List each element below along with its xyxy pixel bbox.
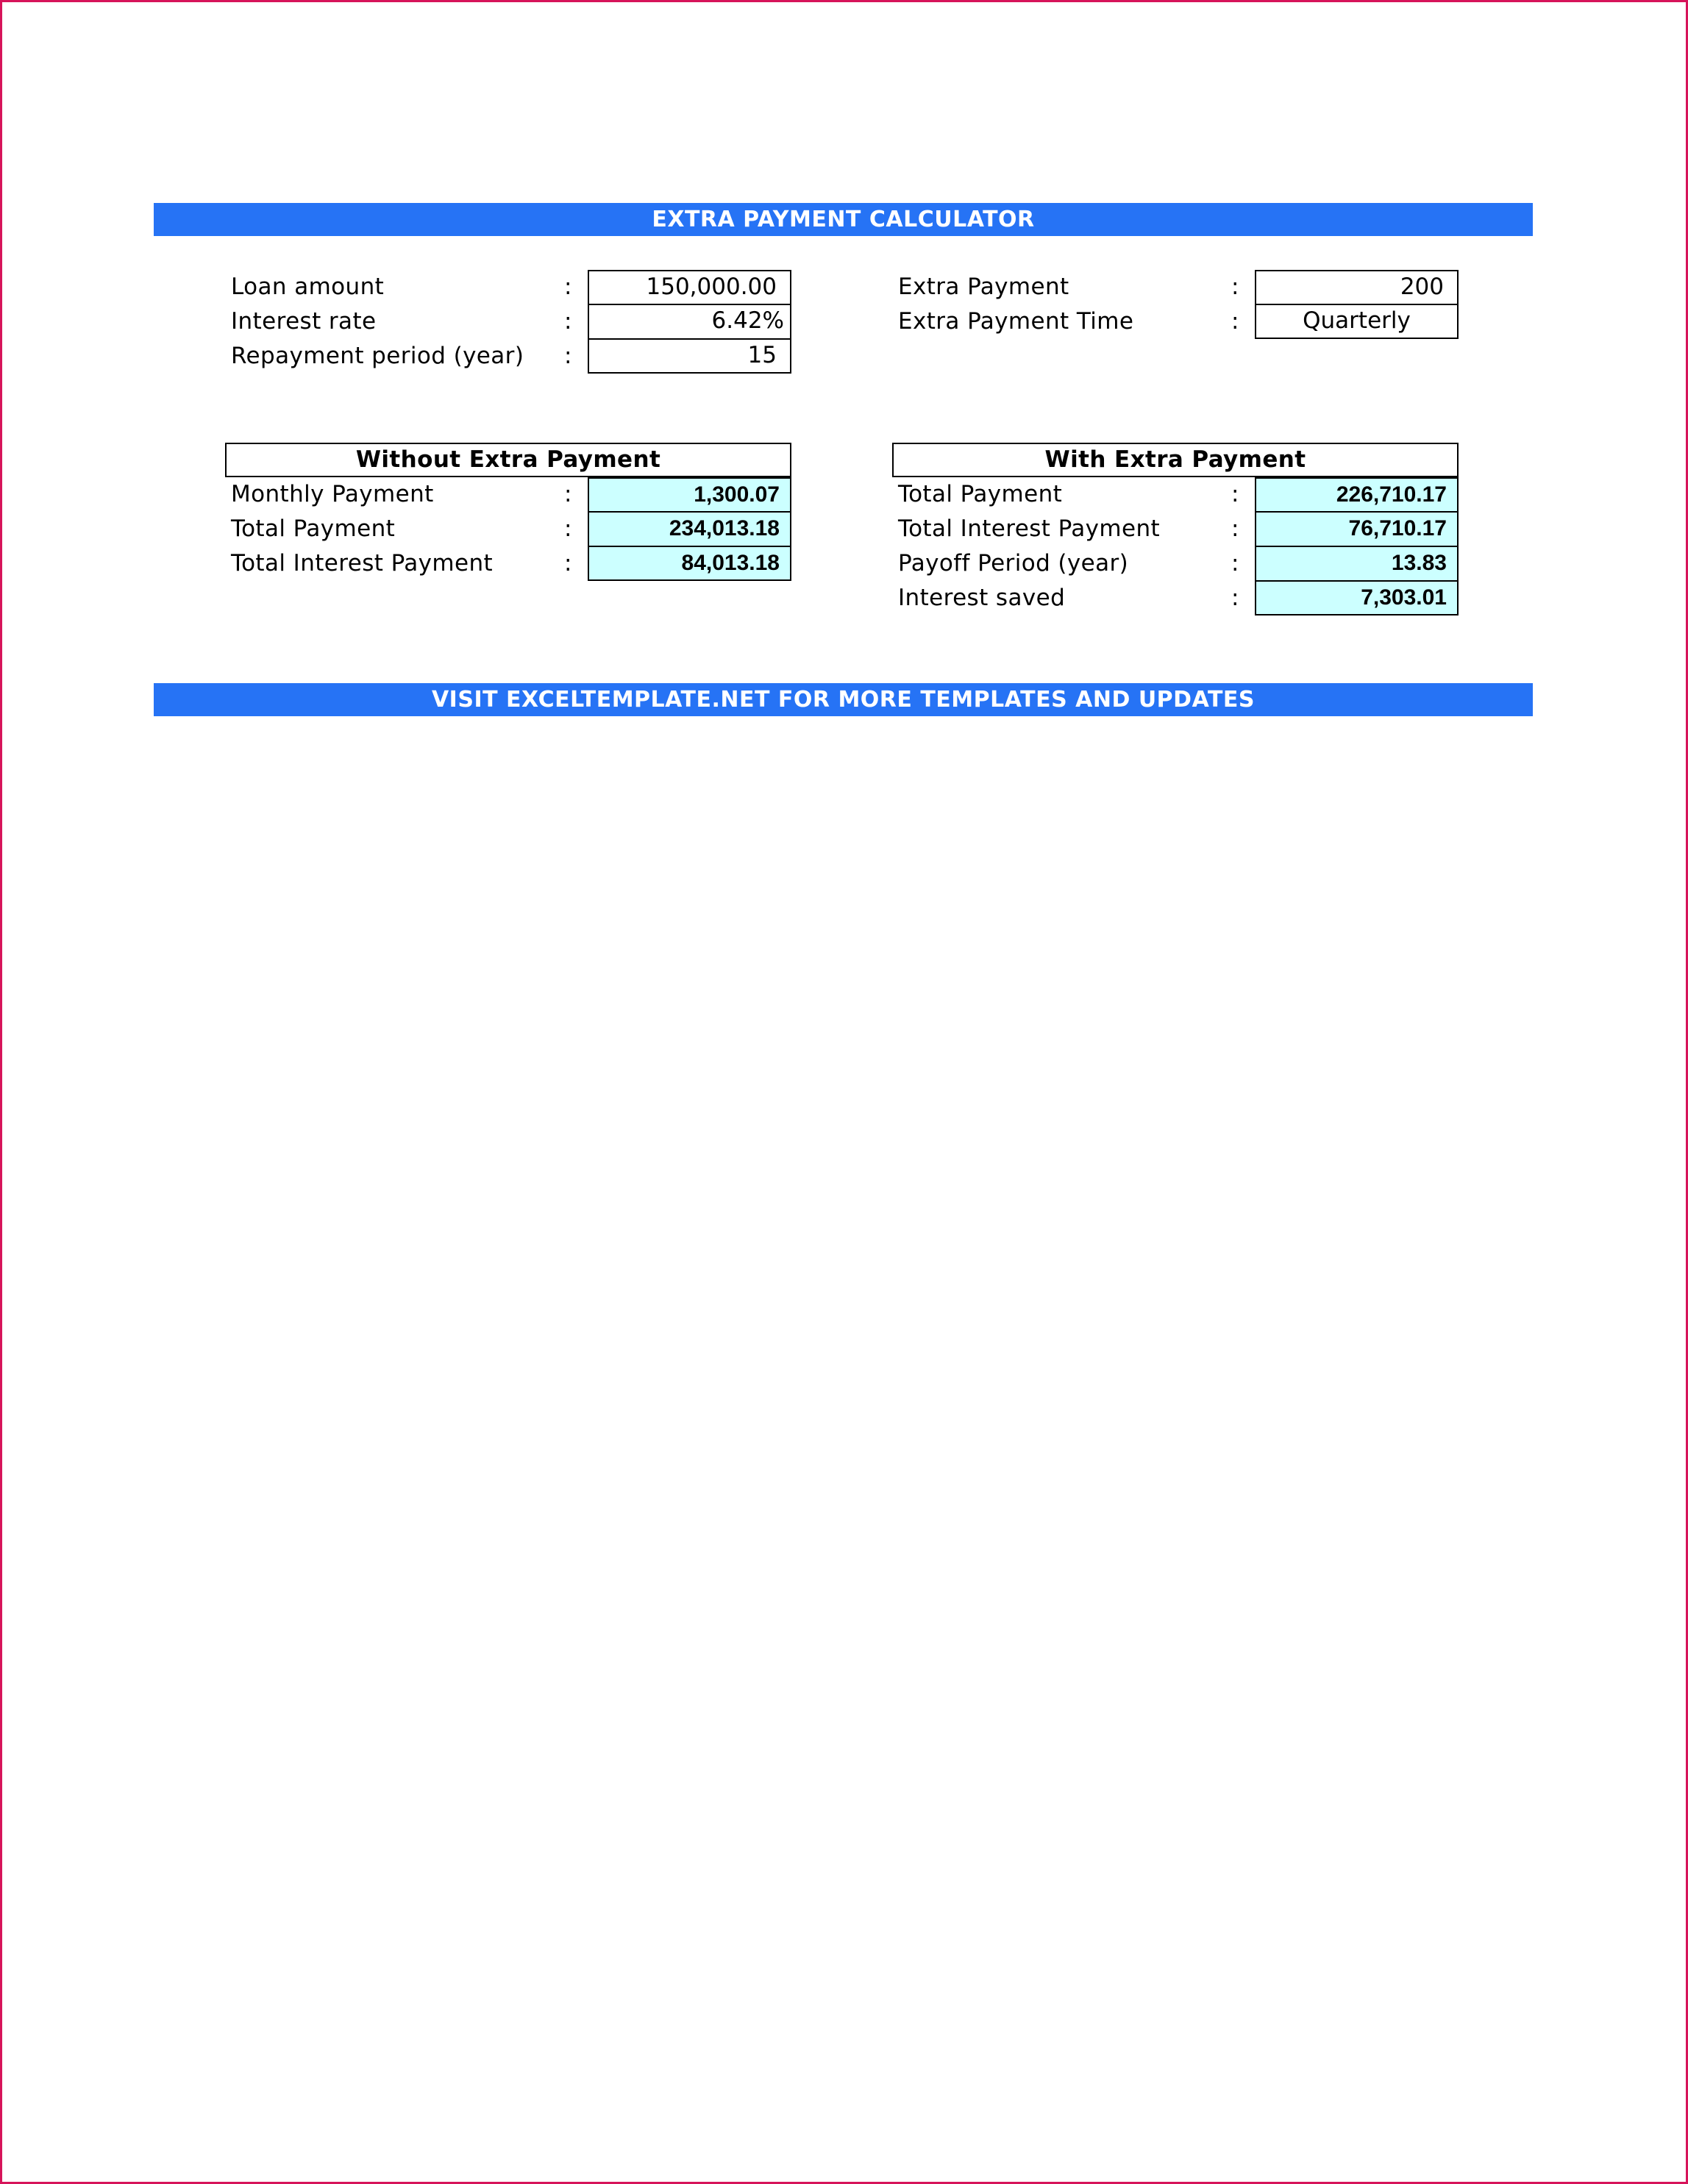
colon: : [1231,515,1239,542]
loan-amount-input[interactable]: 150,000.00 [588,270,791,304]
footer-banner-link[interactable]: VISIT EXCELTEMPLATE.NET FOR MORE TEMPLATES AND UPDATES [154,683,1533,716]
monthly-payment-value: 1,300.07 [588,477,791,512]
total-interest-extra-value: 76,710.17 [1255,512,1459,546]
interest-saved-label: Interest saved [898,585,1066,611]
total-interest-label: Total Interest Payment [231,550,494,577]
repayment-period-input[interactable]: 15 [588,339,791,374]
colon: : [564,515,572,542]
total-payment-label: Total Payment [231,515,396,542]
extra-payment-time-select[interactable]: Quarterly [1255,304,1459,339]
without-extra-title: Without Extra Payment [225,443,791,477]
with-extra-title: With Extra Payment [892,443,1459,477]
total-payment-value: 234,013.18 [588,512,791,546]
loan-amount-label: Loan amount [231,274,385,300]
extra-payment-time-label: Extra Payment Time [898,308,1134,335]
colon: : [564,274,572,300]
interest-saved-value: 7,303.01 [1255,581,1459,615]
repayment-period-label: Repayment period (year) [231,343,524,369]
total-payment-extra-label: Total Payment [898,481,1063,507]
colon: : [1231,308,1239,335]
total-interest-extra-label: Total Interest Payment [898,515,1161,542]
payoff-period-value: 13.83 [1255,546,1459,581]
total-interest-value: 84,013.18 [588,546,791,581]
extra-payment-input[interactable]: 200 [1255,270,1459,304]
colon: : [1231,274,1239,300]
colon: : [564,343,572,369]
payoff-period-label: Payoff Period (year) [898,550,1129,577]
colon: : [1231,585,1239,611]
total-payment-extra-value: 226,710.17 [1255,477,1459,512]
extra-payment-label: Extra Payment [898,274,1069,300]
colon: : [1231,481,1239,507]
interest-rate-label: Interest rate [231,308,377,335]
interest-rate-input[interactable]: 6.42% [588,304,791,339]
monthly-payment-label: Monthly Payment [231,481,434,507]
colon: : [564,308,572,335]
calculator-title-banner: EXTRA PAYMENT CALCULATOR [154,203,1533,236]
colon: : [564,481,572,507]
colon: : [564,550,572,577]
colon: : [1231,550,1239,577]
